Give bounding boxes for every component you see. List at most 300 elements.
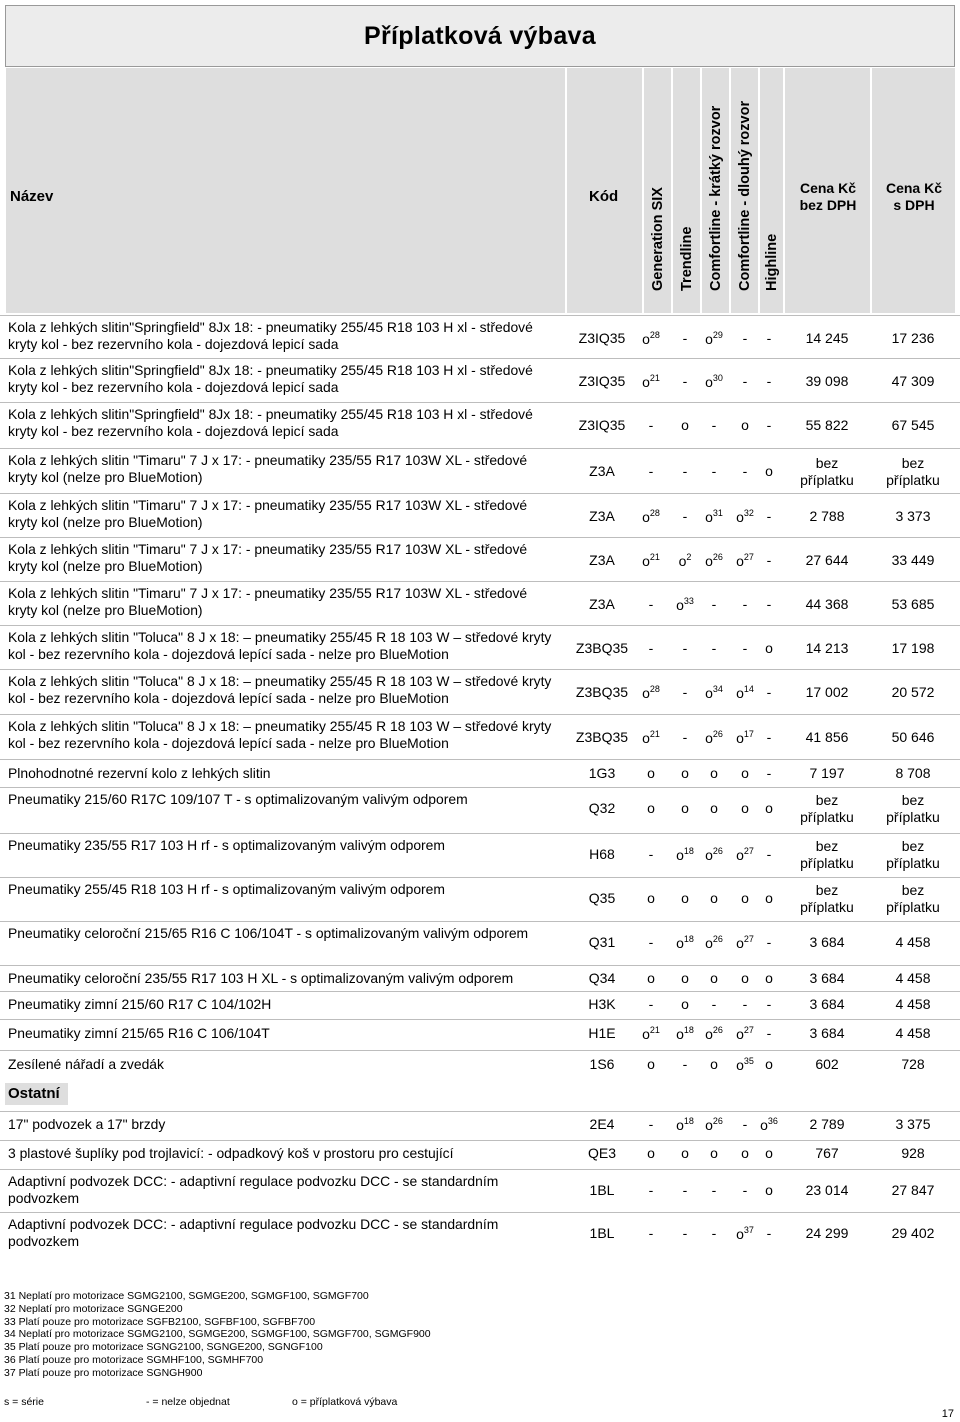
- availability-mark: -: [648, 640, 654, 656]
- availability-cell: [640, 684, 662, 701]
- header-price-gross-line2: s DPH: [893, 197, 935, 213]
- table-row: [0, 877, 960, 920]
- table-row: [0, 921, 960, 964]
- availability-cell: [674, 890, 696, 906]
- availability-mark: o: [642, 331, 650, 347]
- availability-cell: [703, 846, 725, 863]
- footnote-ref: 26: [712, 934, 723, 944]
- availability-cell: [758, 684, 780, 700]
- legend-optional: o = příplatková výbava: [292, 1396, 398, 1408]
- availability-cell: [674, 1182, 696, 1198]
- item-name: Pneumatiky 235/55 R17 103 H rf - s optimalizovaným valivým odporem: [8, 837, 445, 853]
- availability-cell: [734, 1025, 756, 1042]
- availability-cell: [674, 846, 696, 863]
- header-code-cell: [566, 68, 642, 313]
- availability-mark: o: [681, 996, 689, 1012]
- header-name-cell: [5, 68, 565, 313]
- footnote-ref: 2: [686, 552, 692, 562]
- availability-cell: [734, 934, 756, 951]
- item-code: H68: [589, 846, 615, 862]
- availability-mark: -: [648, 1182, 654, 1198]
- header-version-4: Comfortline - dlouhý rozvor: [737, 100, 753, 291]
- availability-mark: o: [736, 553, 744, 569]
- footnote-ref: 18: [683, 934, 694, 944]
- item-name: Kola z lehkých slitin"Springfield" 8Jx 18: - pneumatiky 255/45 R18 103 H xl - středové kryty kol - bez rezervního kola - dojezdová lepicí sada: [8, 362, 533, 395]
- price-net: 602: [815, 1056, 839, 1072]
- price-gross: bez příplatku: [886, 792, 940, 825]
- availability-cell: [674, 800, 696, 816]
- availability-cell: [758, 1116, 780, 1133]
- availability-mark: o: [705, 374, 713, 390]
- availability-cell: [703, 417, 725, 433]
- availability-cell: [734, 1225, 756, 1242]
- availability-mark: o: [681, 765, 689, 781]
- page-title: Příplatková výbava: [364, 21, 596, 50]
- table-row: [0, 402, 960, 449]
- availability-mark: -: [648, 934, 654, 950]
- availability-cell: [640, 890, 662, 906]
- availability-cell: [640, 800, 662, 816]
- availability-mark: o: [710, 800, 718, 816]
- item-name: Pneumatiky zimní 215/60 R17 C 104/102H: [8, 996, 272, 1012]
- item-name: Kola z lehkých slitin"Springfield" 8Jx 18: - pneumatiky 255/45 R18 103 H xl - středové kryty kol - bez rezervního kola - dojezdová lepicí sada: [8, 406, 533, 439]
- table-row: [0, 714, 960, 761]
- availability-mark: -: [766, 996, 772, 1012]
- availability-mark: o: [647, 890, 655, 906]
- item-code: Z3A: [589, 463, 615, 479]
- availability-mark: o: [642, 1026, 650, 1042]
- availability-mark: -: [648, 1225, 654, 1241]
- availability-mark: -: [766, 765, 772, 781]
- availability-mark: -: [766, 552, 772, 568]
- availability-cell: [674, 1225, 696, 1241]
- availability-cell: [640, 596, 662, 612]
- table-row: [0, 1169, 960, 1212]
- availability-mark: -: [742, 330, 748, 346]
- item-code: Z3BQ35: [575, 640, 629, 656]
- availability-mark: o: [705, 1026, 713, 1042]
- item-code: Z3IQ35: [578, 417, 626, 433]
- table-row: [0, 787, 960, 830]
- availability-mark: o: [705, 553, 713, 569]
- header-price-net-line1: Cena Kč: [799, 180, 857, 196]
- availability-mark: o: [681, 417, 689, 433]
- availability-mark: -: [711, 1225, 717, 1241]
- availability-cell: [758, 1056, 780, 1072]
- availability-mark: -: [682, 1225, 688, 1241]
- price-gross: 3 373: [895, 508, 931, 524]
- availability-mark: o: [765, 970, 773, 986]
- footnote-ref: 14: [743, 684, 754, 694]
- price-net: 2 789: [809, 1116, 845, 1132]
- item-name: Pneumatiky zimní 215/65 R16 C 106/104T: [8, 1025, 270, 1041]
- availability-cell: [640, 934, 662, 950]
- availability-cell: [734, 684, 756, 701]
- header-price-gross-cell: [871, 68, 955, 313]
- availability-cell: [640, 996, 662, 1012]
- item-code: Z3A: [589, 508, 615, 524]
- availability-mark: o: [647, 1056, 655, 1072]
- price-net: bez příplatku: [800, 792, 854, 825]
- availability-mark: -: [766, 373, 772, 389]
- header-version-3: Comfortline - krátký rozvor: [708, 105, 724, 291]
- footnote-ref: 35: [743, 1056, 754, 1066]
- availability-cell: [758, 1025, 780, 1041]
- availability-mark: -: [648, 463, 654, 479]
- title-bar: [5, 5, 955, 67]
- availability-cell: [734, 373, 756, 389]
- availability-cell: [734, 1116, 756, 1132]
- availability-cell: [734, 800, 756, 816]
- footnote-line: 32 Neplatí pro motorizace SGNGE200: [4, 1302, 183, 1315]
- availability-cell: [640, 1225, 662, 1241]
- availability-mark: o: [736, 935, 744, 951]
- availability-mark: o: [705, 509, 713, 525]
- footnote-ref: 18: [683, 1116, 694, 1126]
- price-gross: bez příplatku: [886, 882, 940, 915]
- footnote-ref: 21: [649, 373, 660, 383]
- price-gross: bez příplatku: [886, 455, 940, 488]
- availability-cell: [674, 373, 696, 389]
- item-name: Kola z lehkých slitin"Springfield" 8Jx 18: - pneumatiky 255/45 R18 103 H xl - středové kryty kol - bez rezervního kola - dojezdová lepicí sada: [8, 319, 533, 352]
- availability-cell: [640, 330, 662, 347]
- availability-mark: o: [765, 1145, 773, 1161]
- footnote-ref: 37: [743, 1225, 754, 1235]
- legend-not-available: - = nelze objednat: [146, 1396, 230, 1408]
- availability-cell: [734, 765, 756, 781]
- price-net: 3 684: [809, 996, 845, 1012]
- availability-mark: o: [681, 1145, 689, 1161]
- table-row: [0, 991, 960, 1018]
- header-name: Název: [10, 188, 54, 205]
- availability-mark: -: [682, 463, 688, 479]
- price-gross: 67 545: [891, 417, 935, 433]
- availability-cell: [674, 970, 696, 986]
- availability-cell: [674, 508, 696, 524]
- footnote-ref: 18: [683, 1025, 694, 1035]
- table-row: [0, 833, 960, 876]
- table-row: [0, 537, 960, 584]
- availability-mark: o: [705, 1117, 713, 1133]
- availability-mark: -: [682, 508, 688, 524]
- availability-mark: -: [682, 640, 688, 656]
- availability-cell: [758, 463, 780, 479]
- footnote-ref: 26: [712, 552, 723, 562]
- header-version-cell-5: [759, 68, 783, 313]
- availability-mark: -: [742, 373, 748, 389]
- availability-mark: -: [742, 996, 748, 1012]
- header-version-1: Generation SIX: [650, 187, 666, 291]
- header-version-2: Trendline: [679, 226, 695, 291]
- availability-cell: [640, 1182, 662, 1198]
- item-code: Q31: [588, 934, 616, 950]
- table-row: [0, 448, 960, 495]
- availability-mark: -: [766, 330, 772, 346]
- availability-cell: [734, 640, 756, 656]
- availability-cell: [703, 1025, 725, 1042]
- header-version-cell-2: [672, 68, 700, 313]
- availability-mark: -: [648, 996, 654, 1012]
- price-net: 44 368: [805, 596, 849, 612]
- availability-cell: [703, 1145, 725, 1161]
- footnote-ref: 18: [683, 846, 694, 856]
- header-price-gross-line1: Cena Kč: [885, 180, 943, 196]
- availability-cell: [758, 890, 780, 906]
- item-code: Q34: [588, 970, 616, 986]
- availability-mark: o: [705, 935, 713, 951]
- availability-mark: o: [705, 685, 713, 701]
- price-gross: 8 708: [895, 765, 931, 781]
- availability-mark: o: [736, 1026, 744, 1042]
- availability-cell: [640, 552, 662, 569]
- availability-cell: [674, 996, 696, 1012]
- price-gross: 928: [901, 1145, 925, 1161]
- availability-mark: o: [678, 553, 687, 569]
- item-name: Kola z lehkých slitin "Toluca" 8 J x 18: – pneumatiky 255/45 R 18 103 W – středové kryty kol - bez rezervního kola - dojezdová lepící sada - nelze pro BlueMotion: [8, 673, 552, 706]
- availability-mark: o: [681, 800, 689, 816]
- availability-mark: -: [711, 996, 717, 1012]
- price-gross: 4 458: [895, 934, 931, 950]
- availability-cell: [640, 640, 662, 656]
- availability-mark: -: [766, 508, 772, 524]
- price-net: 39 098: [805, 373, 849, 389]
- availability-cell: [734, 970, 756, 986]
- availability-cell: [703, 1225, 725, 1241]
- availability-mark: -: [742, 1116, 748, 1132]
- price-gross: 33 449: [891, 552, 935, 568]
- availability-cell: [758, 934, 780, 950]
- availability-cell: [734, 846, 756, 863]
- availability-cell: [640, 846, 662, 862]
- availability-cell: [703, 596, 725, 612]
- price-gross: 17 198: [891, 640, 935, 656]
- table-row: [0, 669, 960, 716]
- availability-cell: [758, 508, 780, 524]
- availability-cell: [640, 463, 662, 479]
- footnote-line: 31 Neplatí pro motorizace SGMG2100, SGMGE200, SGMGF100, SGMGF700: [4, 1290, 369, 1302]
- availability-mark: o: [736, 847, 744, 863]
- availability-cell: [758, 846, 780, 862]
- legend-series: s = série: [4, 1396, 44, 1408]
- availability-mark: -: [648, 596, 654, 612]
- item-name: Kola z lehkých slitin "Toluca" 8 J x 18: – pneumatiky 255/45 R 18 103 W – středové kryty kol - bez rezervního kola - dojezdová lepící sada - nelze pro BlueMotion: [8, 718, 552, 751]
- availability-cell: [734, 890, 756, 906]
- availability-mark: o: [642, 374, 650, 390]
- availability-mark: -: [682, 373, 688, 389]
- availability-mark: -: [711, 640, 717, 656]
- availability-mark: o: [765, 463, 773, 479]
- item-code: Z3BQ35: [575, 684, 629, 700]
- availability-cell: [758, 596, 780, 612]
- footnote-ref: 27: [743, 934, 754, 944]
- availability-mark: -: [766, 846, 772, 862]
- footnote-ref: 34: [712, 684, 723, 694]
- availability-mark: -: [711, 463, 717, 479]
- item-name: 3 plastové šuplíky pod trojlavicí: - odpadkový koš v prostoru pro cestující: [8, 1145, 454, 1161]
- availability-cell: [674, 1025, 696, 1042]
- availability-cell: [703, 373, 725, 390]
- availability-cell: [640, 508, 662, 525]
- item-name: Plnohodnotné rezervní kolo z lehkých slitin: [8, 765, 271, 781]
- availability-cell: [674, 330, 696, 346]
- price-net: 2 788: [809, 508, 845, 524]
- availability-mark: o: [710, 1056, 718, 1072]
- availability-mark: o: [676, 1117, 684, 1133]
- availability-mark: o: [760, 1117, 768, 1133]
- availability-cell: [758, 996, 780, 1012]
- availability-cell: [703, 463, 725, 479]
- item-code: Z3A: [589, 552, 615, 568]
- footnote-ref: 32: [743, 508, 754, 518]
- price-gross: 50 646: [891, 729, 935, 745]
- price-net: bez příplatku: [800, 455, 854, 488]
- price-gross: 53 685: [891, 596, 935, 612]
- header-price-net-line2: bez DPH: [799, 197, 857, 213]
- item-name: Adaptivní podvozek DCC: - adaptivní regulace podvozku DCC - se standardním podvozkem: [8, 1173, 499, 1206]
- availability-mark: o: [705, 331, 713, 347]
- availability-cell: [734, 552, 756, 569]
- availability-cell: [703, 890, 725, 906]
- availability-mark: o: [676, 935, 684, 951]
- footnote-ref: 21: [649, 729, 660, 739]
- availability-mark: -: [682, 1056, 688, 1072]
- item-name: Kola z lehkých slitin "Timaru" 7 J x 17: - pneumatiky 235/55 R17 103W XL - středové kryty kol (nelze pro BlueMotion): [8, 452, 528, 485]
- footnote-line: 34 Neplatí pro motorizace SGMG2100, SGMGE200, SGMGF100, SGMGF700, SGMGF900: [4, 1328, 431, 1341]
- section-other: Ostatní: [5, 1083, 68, 1105]
- price-gross: 27 847: [891, 1182, 935, 1198]
- item-name: Pneumatiky 215/60 R17C 109/107 T - s optimalizovaným valivým odporem: [8, 791, 468, 807]
- price-gross: 4 458: [895, 996, 931, 1012]
- availability-mark: o: [642, 730, 650, 746]
- table-row: [0, 1212, 960, 1255]
- availability-cell: [703, 1182, 725, 1198]
- availability-cell: [703, 1116, 725, 1133]
- availability-mark: -: [711, 1182, 717, 1198]
- header-version-cell-3: [701, 68, 729, 313]
- price-net: bez příplatku: [800, 838, 854, 871]
- footnote-ref: 28: [649, 508, 660, 518]
- availability-cell: [758, 970, 780, 986]
- item-name: Kola z lehkých slitin "Timaru" 7 J x 17: - pneumatiky 235/55 R17 103W XL - středové kryty kol (nelze pro BlueMotion): [8, 497, 528, 530]
- availability-mark: -: [742, 1182, 748, 1198]
- price-net: 27 644: [805, 552, 849, 568]
- table-row: [0, 493, 960, 540]
- availability-cell: [674, 463, 696, 479]
- price-gross: 17 236: [891, 330, 935, 346]
- availability-mark: -: [648, 1116, 654, 1132]
- availability-mark: -: [766, 596, 772, 612]
- availability-mark: o: [765, 1056, 773, 1072]
- price-gross: 4 458: [895, 970, 931, 986]
- availability-cell: [734, 729, 756, 746]
- footnote-ref: 33: [683, 596, 694, 606]
- availability-cell: [640, 970, 662, 986]
- availability-mark: -: [766, 729, 772, 745]
- availability-cell: [640, 417, 662, 433]
- footnote-line: 33 Platí pouze pro motorizace SGFB2100, SGFBF100, SGFBF700: [4, 1315, 316, 1328]
- availability-cell: [674, 765, 696, 781]
- price-net: 24 299: [805, 1225, 849, 1241]
- availability-mark: o: [705, 730, 713, 746]
- footnote-ref: 28: [649, 684, 660, 694]
- price-gross: 47 309: [891, 373, 935, 389]
- item-name: Pneumatiky celoroční 235/55 R17 103 H XL - s optimalizovaným valivým odporem: [8, 970, 514, 986]
- price-gross: 3 375: [895, 1116, 931, 1132]
- availability-cell: [640, 765, 662, 781]
- availability-cell: [734, 417, 756, 433]
- item-name: 17" podvozek a 17" brzdy: [8, 1116, 166, 1132]
- availability-mark: o: [642, 509, 650, 525]
- item-code: Z3BQ35: [575, 729, 629, 745]
- item-code: 1BL: [589, 1225, 615, 1241]
- availability-cell: [734, 330, 756, 346]
- item-code: Z3A: [589, 596, 615, 612]
- footnote-ref: 21: [649, 552, 660, 562]
- availability-mark: -: [766, 934, 772, 950]
- availability-cell: [758, 1182, 780, 1198]
- availability-mark: o: [705, 847, 713, 863]
- availability-mark: -: [648, 417, 654, 433]
- footnote-line: 36 Platí pouze pro motorizace SGMHF100, SGMHF700: [4, 1353, 264, 1366]
- price-gross: 4 458: [895, 1025, 931, 1041]
- availability-cell: [674, 640, 696, 656]
- item-name: Pneumatiky 255/45 R18 103 H rf - s optimalizovaným valivým odporem: [8, 881, 445, 897]
- availability-cell: [758, 729, 780, 745]
- availability-mark: o: [647, 800, 655, 816]
- price-net: 7 197: [809, 765, 845, 781]
- availability-cell: [674, 596, 696, 613]
- price-gross: 29 402: [891, 1225, 935, 1241]
- availability-mark: o: [765, 1182, 773, 1198]
- price-net: 14 245: [805, 330, 849, 346]
- availability-cell: [734, 1056, 756, 1073]
- item-name: Zesílené nářadí a zvedák: [8, 1056, 164, 1072]
- item-code: Q35: [588, 890, 616, 906]
- availability-mark: -: [682, 1182, 688, 1198]
- item-code: Z3IQ35: [578, 330, 626, 346]
- availability-mark: -: [711, 596, 717, 612]
- availability-mark: o: [681, 890, 689, 906]
- header-version-5: Highline: [764, 233, 780, 291]
- page-number: 17: [941, 1408, 954, 1420]
- availability-mark: o: [676, 847, 684, 863]
- availability-mark: -: [648, 846, 654, 862]
- availability-cell: [674, 729, 696, 745]
- availability-mark: o: [710, 765, 718, 781]
- availability-mark: o: [676, 597, 684, 613]
- item-name: Adaptivní podvozek DCC: - adaptivní regulace podvozku DCC - se standardním podvozkem: [8, 1216, 499, 1249]
- availability-cell: [674, 684, 696, 700]
- availability-cell: [703, 729, 725, 746]
- availability-cell: [758, 417, 780, 433]
- availability-mark: o: [642, 685, 650, 701]
- price-net: 3 684: [809, 934, 845, 950]
- availability-mark: -: [766, 1025, 772, 1041]
- availability-mark: -: [742, 463, 748, 479]
- price-net: 23 014: [805, 1182, 849, 1198]
- availability-cell: [758, 640, 780, 656]
- header-version-cell-1: [643, 68, 671, 313]
- availability-mark: o: [741, 1145, 749, 1161]
- item-code: 1BL: [589, 1182, 615, 1198]
- availability-mark: o: [710, 970, 718, 986]
- availability-mark: o: [741, 765, 749, 781]
- availability-mark: -: [682, 330, 688, 346]
- price-gross: 728: [901, 1056, 925, 1072]
- availability-cell: [674, 1056, 696, 1072]
- availability-mark: o: [765, 800, 773, 816]
- availability-cell: [758, 373, 780, 389]
